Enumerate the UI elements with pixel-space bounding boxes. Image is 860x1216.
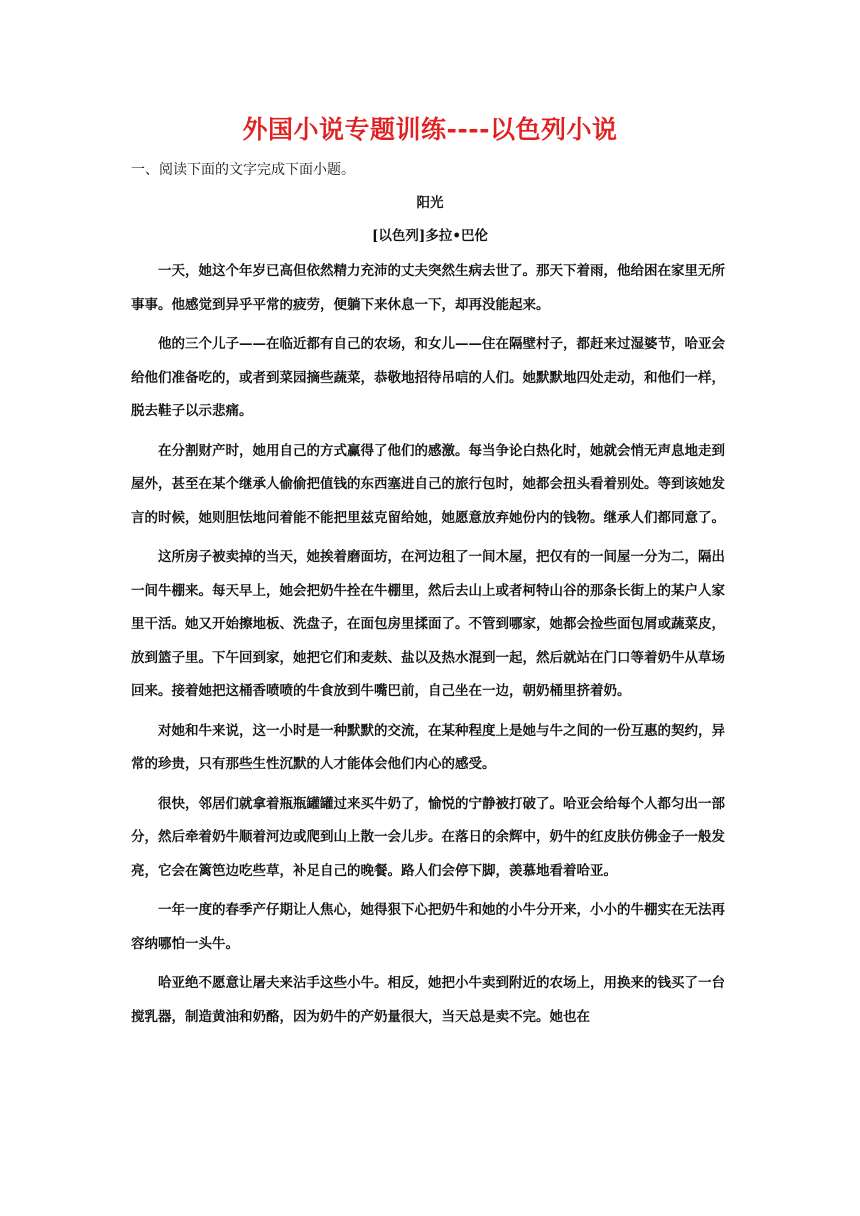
paragraph: 哈亚绝不愿意让屠夫来沾手这些小牛。相反，她把小牛卖到附近的农场上，用换来的钱买了一台搅乳器，制造黄油和奶酪，因为奶牛的产奶量很大，当天总是卖不完。她也在 bbox=[131, 975, 725, 1025]
story-title: 阳光 bbox=[416, 195, 444, 211]
story-author: [以色列]多拉•巴伦 bbox=[372, 228, 488, 244]
paragraph: 这所房子被卖掉的当天，她挨着磨面坊，在河边租了一间木屋，把仅有的一间屋一分为二，隔出一间牛棚来。每天早上，她会把奶牛拴在牛棚里，然后去山上或者柯特山谷的那条长街上的某户人家里干活。她又开始擦地板、洗盘子，在面包房里揉面了。不管到哪家，她都会捡些面包屑或蔬菜皮，放到篮子里。下午回到家，她把它们和麦麸、盐以及热水混到一起，然后就站在门口等着奶牛从草场回来。接着她把这桶香喷喷的牛食放到牛嘴巴前，自己坐在一边，朝奶桶里挤着奶。 bbox=[131, 549, 725, 699]
paragraph: 一天，她这个年岁已高但依然精力充沛的丈夫突然生病去世了。那天下着雨，他给困在家里无所事事。他感觉到异乎平常的疲劳，便躺下来休息一下，却再没能起来。 bbox=[131, 263, 725, 313]
paragraph: 对她和牛来说，这一小时是一种默默的交流，在某种程度上是她与牛之间的一份互惠的契约，异常的珍贵，只有那些生性沉默的人才能体会他们内心的感受。 bbox=[131, 722, 725, 772]
paragraph: 很快，邻居们就拿着瓶瓶罐罐过来买牛奶了，愉悦的宁静被打破了。哈亚会给每个人都匀出一部分，然后牵着奶牛顺着河边或爬到山上散一会儿步。在落日的余辉中，奶牛的红皮肤仿佛金子一般发亮，它会在篱笆边吃些草，补足自己的晚餐。路人们会停下脚，羡慕地看着哈亚。 bbox=[131, 795, 725, 879]
paragraph: 他的三个儿子——在临近都有自己的农场，和女儿——住在隔壁村子，都赶来过湿婆节，哈亚会给他们准备吃的，或者到菜园摘些蔬菜，恭敬地招待吊唁的人们。她默默地四处走动，和他们一样，脱去鞋子以示悲痛。 bbox=[131, 336, 725, 419]
section-heading: 一、阅读下面的文字完成下面小题。 bbox=[131, 162, 355, 178]
story-body bbox=[131, 255, 725, 1040]
paragraph: 一年一度的春季产仔期让人焦心，她得狠下心把奶牛和她的小牛分开来，小小的牛棚实在无法再容纳哪怕一头牛。 bbox=[131, 902, 725, 952]
document-title: 外国小说专题训练----以色列小说 bbox=[242, 115, 618, 144]
paragraph: 在分割财产时，她用自己的方式赢得了他们的感激。每当争论白热化时，她就会悄无声息地走到屋外，甚至在某个继承人偷偷把值钱的东西塞进自己的旅行包时，她都会扭头看着别处。等到该她发言的时候，她则胆怯地问着能不能把里兹克留给她，她愿意放弃她份内的钱物。继承人们都同意了。 bbox=[131, 442, 725, 526]
